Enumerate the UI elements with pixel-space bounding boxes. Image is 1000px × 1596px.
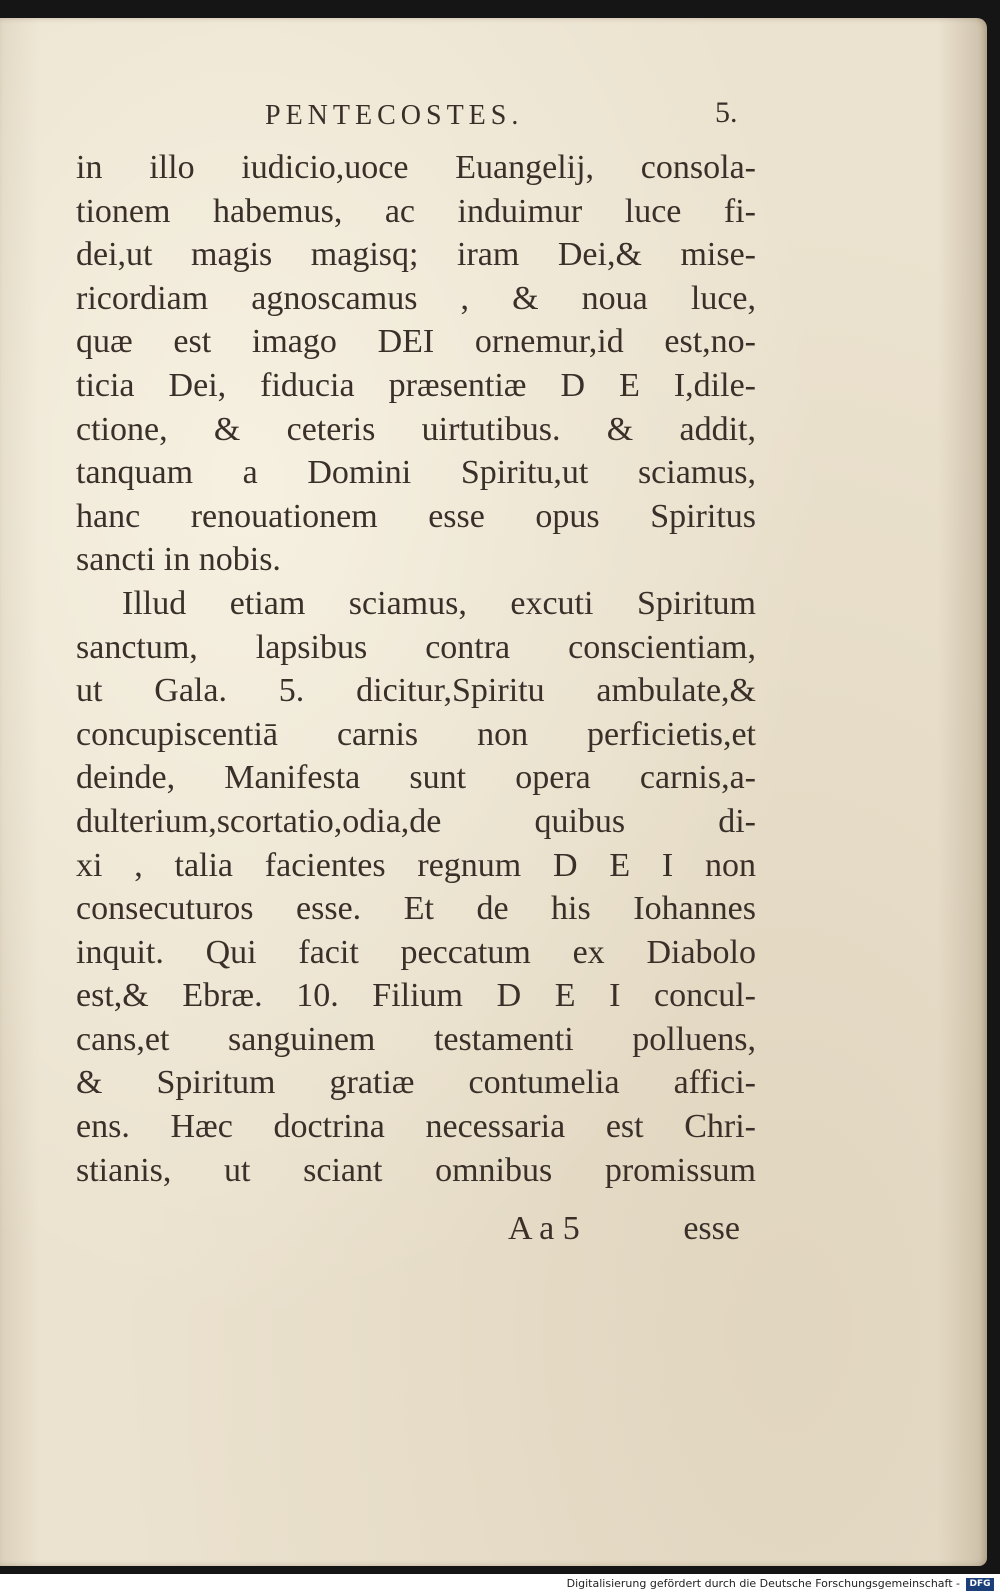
text-line: concupiscentiā carnis non perficietis,et <box>76 715 756 753</box>
paragraph-start-line: Illud etiam sciamus, excuti Spiritum <box>122 584 756 622</box>
text-line: tanquam a Domini Spiritu,ut sciamus, <box>76 454 756 492</box>
text-line: ctione, & ceteris uirtutibus. & addit, <box>76 410 756 448</box>
catchword: esse <box>683 1210 740 1247</box>
running-head: PENTECOSTES. <box>265 100 524 131</box>
signature-mark: A a 5 <box>508 1210 580 1247</box>
text-line: xi , talia facientes regnum D E I non <box>76 846 756 884</box>
text-line: sancti in nobis. <box>76 541 281 579</box>
signature-line <box>508 1210 740 1248</box>
text-line: & Spiritum gratiæ contumelia affici- <box>76 1064 756 1102</box>
text-line: cans,et sanguinem testamenti polluens, <box>76 1020 756 1058</box>
text-line: hanc renouationem esse opus Spiritus <box>76 497 756 535</box>
funding-credit: Digitalisierung gefördert durch die Deutsche Forschungsgemeinschaft - <box>566 1577 960 1590</box>
text-line: tionem habemus, ac induimur luce fi- <box>76 192 756 230</box>
text-line: ens. Hæc doctrina necessaria est Chri- <box>76 1108 756 1146</box>
text-line: in illo iudicio,uoce Euangelij, consola- <box>76 149 756 186</box>
text-line: est,& Ebræ. 10. Filium D E I concul- <box>76 977 756 1015</box>
text-line: dulterium,scortatio,odia,de quibus di- <box>76 802 756 840</box>
text-line: sanctum, lapsibus contra conscientiam, <box>76 628 756 666</box>
text-line: stianis, ut sciant omnibus promissum <box>76 1151 756 1189</box>
dfg-logo: DFG <box>966 1578 994 1591</box>
text-line: inquit. Qui facit peccatum ex Diabolo <box>76 933 756 971</box>
text-line: consecuturos esse. Et de his Iohannes <box>76 890 756 928</box>
text-line: ut Gala. 5. dicitur,Spiritu ambulate,& <box>76 672 756 710</box>
text-line: dei,ut magis magisq; iram Dei,& mise- <box>76 236 756 274</box>
digitization-footer <box>0 1574 1000 1596</box>
book-page <box>0 18 987 1566</box>
text-line: ticia Dei, fiducia præsentiæ D E I,dile- <box>76 366 756 404</box>
text-block <box>76 146 756 1192</box>
text-line: deinde, Manifesta sunt opera carnis,a- <box>76 759 756 797</box>
page-number: 5. <box>715 96 738 129</box>
text-line: ricordiam agnoscamus , & noua luce, <box>76 279 756 317</box>
text-line: quæ est imago DEI ornemur,id est,no- <box>76 323 756 361</box>
